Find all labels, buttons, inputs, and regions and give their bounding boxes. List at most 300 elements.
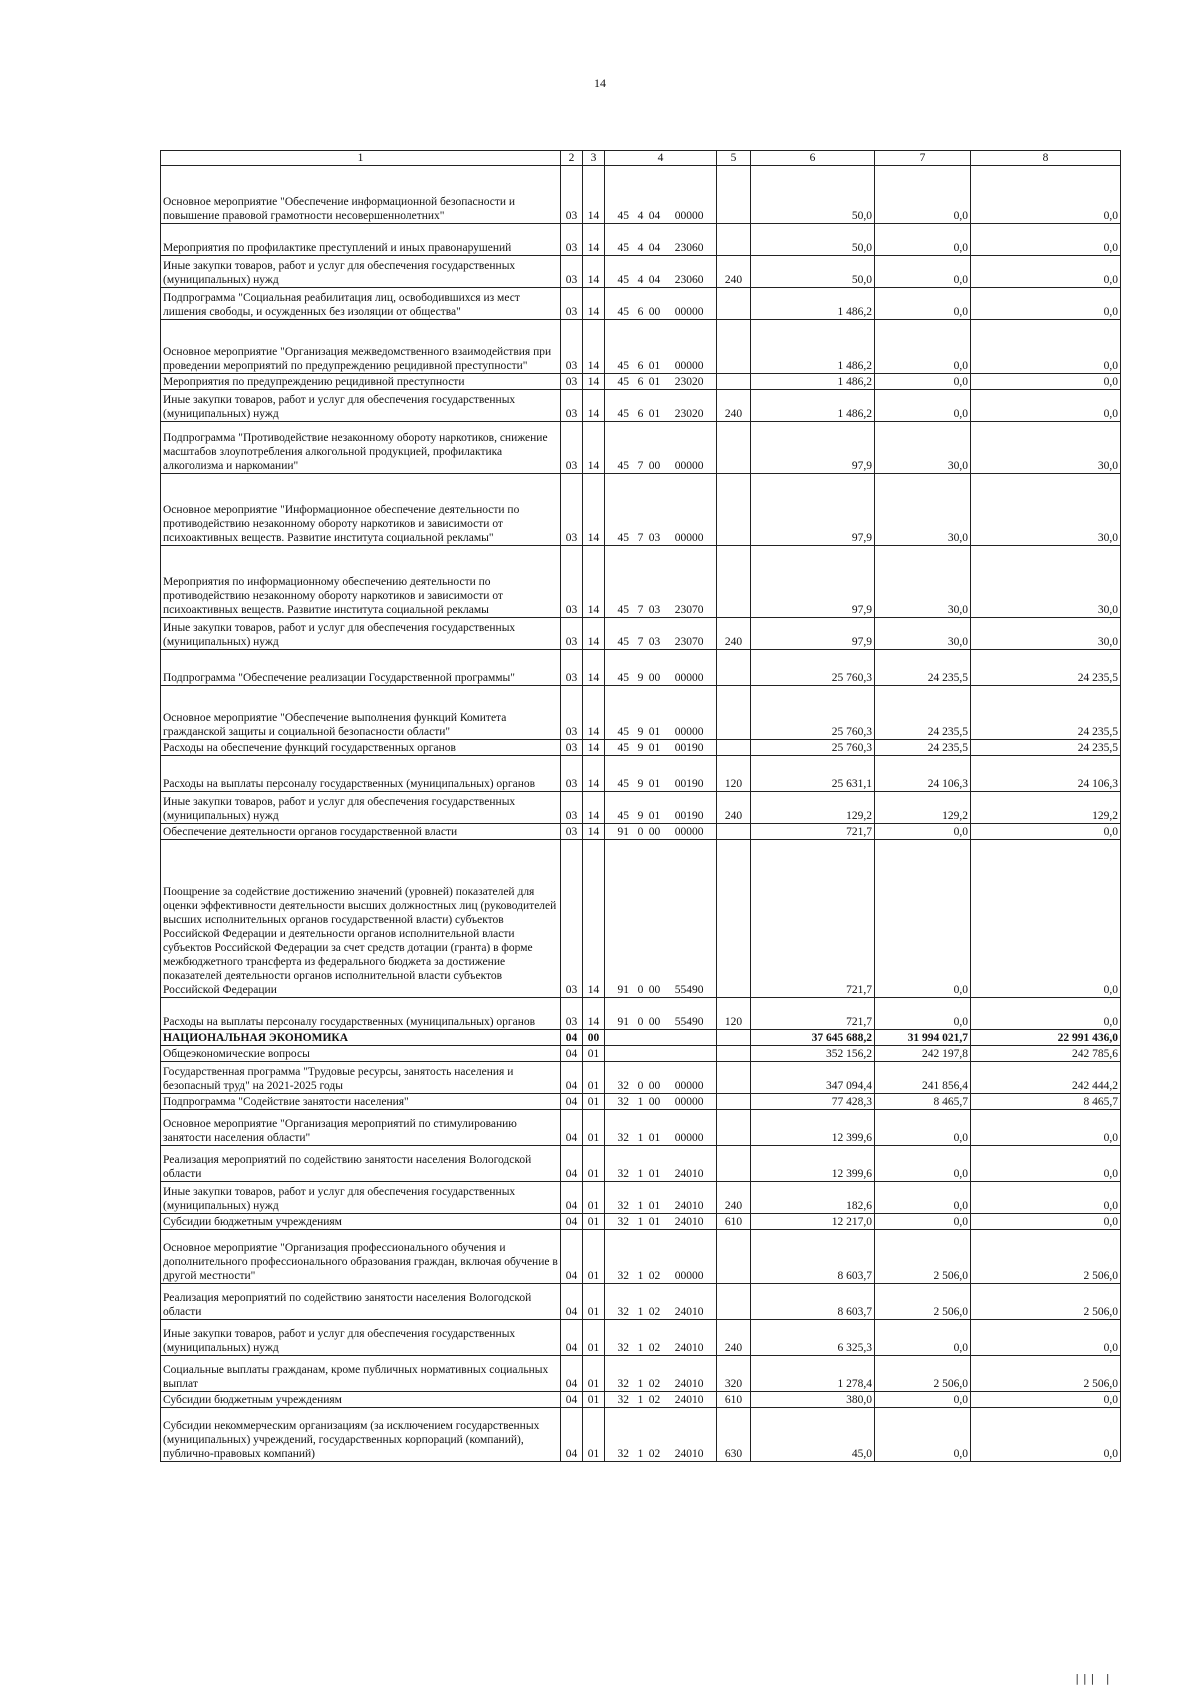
row-section: 04	[561, 1214, 583, 1230]
row-amount-col6: 97,9	[751, 618, 875, 650]
row-name: Субсидии бюджетным учреждениям	[161, 1214, 561, 1230]
code-part-k1: 45	[617, 210, 629, 222]
code-part-k2: 9	[637, 726, 644, 738]
table-row	[161, 166, 1121, 224]
code-part-k2: 0	[637, 1080, 644, 1092]
row-amount-col6: 97,9	[751, 546, 875, 618]
code-part-k2: 9	[637, 672, 644, 684]
row-target-code	[605, 1062, 717, 1094]
row-subsection: 01	[583, 1408, 605, 1462]
row-target-code	[605, 840, 717, 998]
header-col-3: 3	[583, 151, 605, 166]
row-target-code	[605, 422, 717, 474]
row-expense-type: 610	[717, 1214, 751, 1230]
code-part-k4: 24010	[674, 1378, 704, 1390]
row-target-code	[605, 740, 717, 756]
table-row	[161, 1094, 1121, 1110]
code-part-k3: 01	[648, 742, 661, 754]
row-amount-col8: 2 506,0	[971, 1356, 1121, 1392]
row-name: Иные закупки товаров, работ и услуг для обеспечения государственных (муниципальных) нужд	[161, 792, 561, 824]
row-subsection: 14	[583, 824, 605, 840]
table-row	[161, 1392, 1121, 1408]
code-part-k2: 9	[637, 742, 644, 754]
code-part-k3: 00	[648, 1016, 661, 1028]
row-amount-col8: 8 465,7	[971, 1094, 1121, 1110]
code-part-k1: 45	[617, 242, 629, 254]
row-amount-col6: 1 486,2	[751, 374, 875, 390]
row-amount-col6: 12 399,6	[751, 1146, 875, 1182]
row-name: Расходы на выплаты персоналу государственных (муниципальных) органов	[161, 998, 561, 1030]
row-name: Основное мероприятие "Организация межведомственного взаимодействия при проведении мероприятий по предупреждению рецидивной преступности"	[161, 320, 561, 374]
row-amount-col8: 0,0	[971, 374, 1121, 390]
row-section: 04	[561, 1356, 583, 1392]
code-part-k3: 02	[648, 1378, 661, 1390]
row-target-code	[605, 998, 717, 1030]
row-subsection: 01	[583, 1062, 605, 1094]
code-part-k1: 32	[617, 1378, 629, 1390]
code-part-k4: 00190	[674, 810, 704, 822]
row-section: 03	[561, 166, 583, 224]
row-amount-col8: 0,0	[971, 166, 1121, 224]
row-section: 03	[561, 792, 583, 824]
code-part-k4: 23020	[674, 376, 704, 388]
row-subsection: 14	[583, 618, 605, 650]
row-subsection: 01	[583, 1182, 605, 1214]
row-amount-col7: 0,0	[875, 1214, 971, 1230]
table-row	[161, 390, 1121, 422]
row-target-code	[605, 1030, 717, 1046]
row-expense-type	[717, 166, 751, 224]
code-part-k1: 45	[617, 742, 629, 754]
code-part-k2: 9	[637, 810, 644, 822]
row-amount-col8: 0,0	[971, 824, 1121, 840]
row-target-code	[605, 1214, 717, 1230]
code-part-k2: 1	[637, 1096, 644, 1108]
row-target-code	[605, 1392, 717, 1408]
table-row	[161, 1230, 1121, 1284]
table-row	[161, 1320, 1121, 1356]
header-col-5: 5	[717, 151, 751, 166]
code-part-k1: 32	[617, 1270, 629, 1282]
row-name: Реализация мероприятий по содействию занятости населения Вологодской области	[161, 1146, 561, 1182]
row-section: 03	[561, 546, 583, 618]
row-amount-col7: 24 235,5	[875, 686, 971, 740]
row-name: Реализация мероприятий по содействию занятости населения Вологодской области	[161, 1284, 561, 1320]
code-part-k4: 00000	[674, 210, 704, 222]
row-expense-type: 320	[717, 1356, 751, 1392]
code-part-k1: 45	[617, 306, 629, 318]
code-part-k2: 1	[637, 1132, 644, 1144]
row-section: 04	[561, 1030, 583, 1046]
code-part-k1: 45	[617, 726, 629, 738]
code-part-k2: 7	[637, 636, 644, 648]
row-amount-col6: 129,2	[751, 792, 875, 824]
code-part-k3: 01	[648, 726, 661, 738]
row-name: Основное мероприятие "Организация профессионального обучения и дополнительного профессионального образования граждан, включая обучение в другой местности"	[161, 1230, 561, 1284]
row-amount-col7: 0,0	[875, 824, 971, 840]
row-target-code	[605, 756, 717, 792]
code-part-k1: 32	[617, 1200, 629, 1212]
row-amount-col8: 242 785,6	[971, 1046, 1121, 1062]
row-amount-col8: 0,0	[971, 1392, 1121, 1408]
row-amount-col6: 380,0	[751, 1392, 875, 1408]
code-part-k2: 1	[637, 1394, 644, 1406]
code-part-k3: 04	[648, 210, 661, 222]
row-expense-type	[717, 546, 751, 618]
code-part-k1: 32	[617, 1168, 629, 1180]
header-row	[161, 151, 1121, 166]
code-part-k3: 01	[648, 778, 661, 790]
code-part-k2: 7	[637, 460, 644, 472]
code-part-k1: 32	[617, 1080, 629, 1092]
table-row	[161, 1356, 1121, 1392]
code-part-k1: 91	[617, 984, 629, 996]
table-row	[161, 1046, 1121, 1062]
row-expense-type	[717, 1146, 751, 1182]
row-target-code	[605, 474, 717, 546]
row-subsection: 14	[583, 686, 605, 740]
code-part-k3: 00	[648, 826, 661, 838]
row-amount-col7: 0,0	[875, 1392, 971, 1408]
code-part-k3: 01	[648, 810, 661, 822]
code-part-k3: 01	[648, 1216, 661, 1228]
code-part-k3: 02	[648, 1342, 661, 1354]
code-part-k4: 23070	[674, 604, 704, 616]
row-section: 04	[561, 1230, 583, 1284]
header-col-2: 2	[561, 151, 583, 166]
row-amount-col7: 0,0	[875, 1408, 971, 1462]
row-target-code	[605, 320, 717, 374]
row-amount-col7: 0,0	[875, 390, 971, 422]
code-part-k3: 03	[648, 636, 661, 648]
row-amount-col7: 8 465,7	[875, 1094, 971, 1110]
row-target-code	[605, 824, 717, 840]
row-amount-col6: 45,0	[751, 1408, 875, 1462]
row-amount-col8: 24 235,5	[971, 650, 1121, 686]
code-part-k4: 00000	[674, 460, 704, 472]
code-part-k2: 4	[637, 210, 644, 222]
row-amount-col6: 97,9	[751, 474, 875, 546]
code-part-k4: 00000	[674, 360, 704, 372]
row-expense-type	[717, 474, 751, 546]
row-section: 04	[561, 1408, 583, 1462]
row-section: 03	[561, 756, 583, 792]
row-target-code	[605, 224, 717, 256]
code-part-k1: 91	[617, 826, 629, 838]
code-part-k3: 01	[648, 1200, 661, 1212]
row-amount-col8: 0,0	[971, 320, 1121, 374]
row-section: 03	[561, 650, 583, 686]
code-part-k1: 45	[617, 636, 629, 648]
code-part-k2: 9	[637, 778, 644, 790]
code-part-k3: 00	[648, 1080, 661, 1092]
row-expense-type	[717, 1030, 751, 1046]
row-expense-type	[717, 1230, 751, 1284]
row-amount-col8: 0,0	[971, 1110, 1121, 1146]
row-subsection: 14	[583, 792, 605, 824]
row-target-code	[605, 1230, 717, 1284]
code-part-k4: 55490	[674, 984, 704, 996]
row-name: Субсидии некоммерческим организациям (за исключением государственных (муниципальных) учреждений, государственных корпораций (компаний), публично-правовых компаний)	[161, 1408, 561, 1462]
row-name: Основное мероприятие "Информационное обеспечение деятельности по противодействию незаконному обороту наркотиков и зависимости от психоактивных веществ. Развитие института социальной рекламы"	[161, 474, 561, 546]
code-part-k1: 32	[617, 1448, 629, 1460]
row-subsection: 14	[583, 224, 605, 256]
row-subsection: 01	[583, 1320, 605, 1356]
table-row	[161, 374, 1121, 390]
code-part-k2: 4	[637, 274, 644, 286]
row-section: 03	[561, 224, 583, 256]
row-section: 04	[561, 1392, 583, 1408]
row-expense-type	[717, 840, 751, 998]
row-amount-col6: 25 760,3	[751, 740, 875, 756]
code-part-k4: 00190	[674, 778, 704, 790]
row-amount-col8: 0,0	[971, 1214, 1121, 1230]
row-expense-type	[717, 374, 751, 390]
row-target-code	[605, 1284, 717, 1320]
row-section: 04	[561, 1110, 583, 1146]
table-row	[161, 1110, 1121, 1146]
row-amount-col7: 2 506,0	[875, 1230, 971, 1284]
code-part-k1: 45	[617, 532, 629, 544]
row-target-code	[605, 1408, 717, 1462]
code-part-k3: 01	[648, 408, 661, 420]
code-part-k1: 32	[617, 1306, 629, 1318]
row-subsection: 01	[583, 1214, 605, 1230]
row-amount-col6: 352 156,2	[751, 1046, 875, 1062]
table-row	[161, 756, 1121, 792]
row-amount-col8: 0,0	[971, 1320, 1121, 1356]
header-col-7: 7	[875, 151, 971, 166]
row-amount-col6: 37 645 688,2	[751, 1030, 875, 1046]
row-subsection: 14	[583, 256, 605, 288]
row-subsection: 01	[583, 1046, 605, 1062]
row-expense-type	[717, 224, 751, 256]
row-amount-col7: 24 235,5	[875, 740, 971, 756]
row-name: Иные закупки товаров, работ и услуг для обеспечения государственных (муниципальных) нужд	[161, 390, 561, 422]
code-part-k4: 23060	[674, 274, 704, 286]
table-row	[161, 256, 1121, 288]
code-part-k4: 24010	[674, 1168, 704, 1180]
row-amount-col6: 12 399,6	[751, 1110, 875, 1146]
row-amount-col7: 0,0	[875, 1320, 971, 1356]
code-part-k1: 32	[617, 1216, 629, 1228]
row-target-code	[605, 792, 717, 824]
row-name: Мероприятия по информационному обеспечению деятельности по противодействию незаконному обороту наркотиков и зависимости от психоактивных веществ. Развитие института социальной рекламы	[161, 546, 561, 618]
code-part-k2: 1	[637, 1342, 644, 1354]
code-part-k1: 45	[617, 274, 629, 286]
row-name: Расходы на обеспечение функций государственных органов	[161, 740, 561, 756]
row-amount-col8: 0,0	[971, 998, 1121, 1030]
row-expense-type: 240	[717, 792, 751, 824]
row-subsection: 14	[583, 320, 605, 374]
row-subsection: 01	[583, 1146, 605, 1182]
row-target-code	[605, 1182, 717, 1214]
row-expense-type	[717, 1094, 751, 1110]
row-section: 04	[561, 1320, 583, 1356]
table-row	[161, 824, 1121, 840]
row-expense-type	[717, 650, 751, 686]
row-amount-col6: 6 325,3	[751, 1320, 875, 1356]
row-section: 03	[561, 998, 583, 1030]
code-part-k4: 00000	[674, 1270, 704, 1282]
row-amount-col8: 24 235,5	[971, 740, 1121, 756]
row-section: 03	[561, 390, 583, 422]
row-amount-col7: 0,0	[875, 1110, 971, 1146]
row-target-code	[605, 1356, 717, 1392]
row-subsection: 14	[583, 422, 605, 474]
row-section: 03	[561, 474, 583, 546]
table-row	[161, 1030, 1121, 1046]
row-name: Мероприятия по профилактике преступлений и иных правонарушений	[161, 224, 561, 256]
row-section: 03	[561, 840, 583, 998]
row-expense-type: 610	[717, 1392, 751, 1408]
table-row	[161, 998, 1121, 1030]
code-part-k4: 55490	[674, 1016, 704, 1028]
row-name: Основное мероприятие "Обеспечение информационной безопасности и повышение правовой грамотности несовершеннолетних"	[161, 166, 561, 224]
row-expense-type	[717, 422, 751, 474]
row-expense-type	[717, 320, 751, 374]
row-expense-type	[717, 686, 751, 740]
budget-table-container	[160, 150, 1120, 1462]
row-subsection: 14	[583, 740, 605, 756]
row-amount-col7: 24 106,3	[875, 756, 971, 792]
row-target-code	[605, 1110, 717, 1146]
row-name: Субсидии бюджетным учреждениям	[161, 1392, 561, 1408]
row-amount-col6: 50,0	[751, 256, 875, 288]
code-part-k1: 45	[617, 672, 629, 684]
code-part-k4: 00000	[674, 1096, 704, 1108]
header-col-1: 1	[161, 151, 561, 166]
row-subsection: 14	[583, 546, 605, 618]
row-amount-col7: 30,0	[875, 422, 971, 474]
code-part-k4: 00000	[674, 826, 704, 838]
row-section: 03	[561, 288, 583, 320]
row-section: 04	[561, 1182, 583, 1214]
code-part-k4: 23070	[674, 636, 704, 648]
row-name: Подпрограмма "Социальная реабилитация лиц, освободившихся из мест лишения свободы, и осужденных без изоляции от общества"	[161, 288, 561, 320]
row-amount-col8: 0,0	[971, 1408, 1121, 1462]
row-amount-col8: 2 506,0	[971, 1284, 1121, 1320]
row-name: Иные закупки товаров, работ и услуг для обеспечения государственных (муниципальных) нужд	[161, 1320, 561, 1356]
row-name: Социальные выплаты гражданам, кроме публичных нормативных социальных выплат	[161, 1356, 561, 1392]
scan-mark: ||| |	[1073, 1672, 1112, 1685]
code-part-k2: 1	[637, 1168, 644, 1180]
budget-table	[160, 150, 1121, 1462]
header-col-6: 6	[751, 151, 875, 166]
table-row	[161, 422, 1121, 474]
table-row	[161, 1214, 1121, 1230]
row-subsection: 01	[583, 1094, 605, 1110]
table-row	[161, 1146, 1121, 1182]
row-section: 03	[561, 374, 583, 390]
code-part-k4: 00000	[674, 306, 704, 318]
table-body	[161, 166, 1121, 1462]
row-section: 03	[561, 256, 583, 288]
row-expense-type	[717, 1110, 751, 1146]
row-amount-col8: 0,0	[971, 224, 1121, 256]
row-amount-col6: 25 760,3	[751, 686, 875, 740]
code-part-k3: 04	[648, 242, 661, 254]
code-part-k3: 02	[648, 1448, 661, 1460]
row-amount-col6: 12 217,0	[751, 1214, 875, 1230]
row-target-code	[605, 390, 717, 422]
code-part-k2: 0	[637, 1016, 644, 1028]
row-subsection: 01	[583, 1284, 605, 1320]
code-part-k1: 45	[617, 778, 629, 790]
row-target-code	[605, 374, 717, 390]
row-amount-col8: 0,0	[971, 288, 1121, 320]
row-amount-col8: 242 444,2	[971, 1062, 1121, 1094]
row-section: 03	[561, 824, 583, 840]
row-expense-type: 120	[717, 756, 751, 792]
code-part-k4: 23060	[674, 242, 704, 254]
row-subsection: 14	[583, 756, 605, 792]
table-row	[161, 1284, 1121, 1320]
row-name: Основное мероприятие "Обеспечение выполнения функций Комитета гражданской защиты и социальной безопасности области"	[161, 686, 561, 740]
code-part-k2: 4	[637, 242, 644, 254]
code-part-k1: 45	[617, 604, 629, 616]
row-expense-type	[717, 1062, 751, 1094]
table-row	[161, 840, 1121, 998]
row-expense-type	[717, 1046, 751, 1062]
row-subsection: 01	[583, 1356, 605, 1392]
row-amount-col6: 8 603,7	[751, 1230, 875, 1284]
row-target-code	[605, 166, 717, 224]
row-subsection: 14	[583, 390, 605, 422]
table-row	[161, 686, 1121, 740]
table-row	[161, 1182, 1121, 1214]
code-part-k2: 1	[637, 1306, 644, 1318]
row-amount-col8: 129,2	[971, 792, 1121, 824]
row-amount-col8: 30,0	[971, 546, 1121, 618]
code-part-k1: 45	[617, 408, 629, 420]
row-amount-col8: 24 235,5	[971, 686, 1121, 740]
row-subsection: 14	[583, 374, 605, 390]
header-col-8: 8	[971, 151, 1121, 166]
row-amount-col8: 0,0	[971, 390, 1121, 422]
row-amount-col6: 721,7	[751, 998, 875, 1030]
row-subsection: 01	[583, 1110, 605, 1146]
row-subsection: 14	[583, 998, 605, 1030]
row-target-code	[605, 1320, 717, 1356]
row-expense-type: 240	[717, 1320, 751, 1356]
code-part-k4: 00000	[674, 1132, 704, 1144]
code-part-k4: 23020	[674, 408, 704, 420]
table-row	[161, 224, 1121, 256]
row-name: Общеэкономические вопросы	[161, 1046, 561, 1062]
code-part-k1: 45	[617, 810, 629, 822]
row-subsection: 01	[583, 1392, 605, 1408]
row-target-code	[605, 1046, 717, 1062]
row-section: 04	[561, 1062, 583, 1094]
code-part-k4: 24010	[674, 1306, 704, 1318]
code-part-k3: 00	[648, 984, 661, 996]
table-row	[161, 546, 1121, 618]
code-part-k3: 02	[648, 1270, 661, 1282]
code-part-k4: 24010	[674, 1342, 704, 1354]
row-target-code	[605, 618, 717, 650]
table-row	[161, 474, 1121, 546]
row-amount-col7: 30,0	[875, 546, 971, 618]
row-amount-col7: 0,0	[875, 374, 971, 390]
code-part-k2: 1	[637, 1270, 644, 1282]
row-amount-col7: 24 235,5	[875, 650, 971, 686]
row-expense-type: 120	[717, 998, 751, 1030]
row-amount-col8: 24 106,3	[971, 756, 1121, 792]
row-section: 03	[561, 618, 583, 650]
code-part-k4: 24010	[674, 1216, 704, 1228]
code-part-k3: 01	[648, 1132, 661, 1144]
